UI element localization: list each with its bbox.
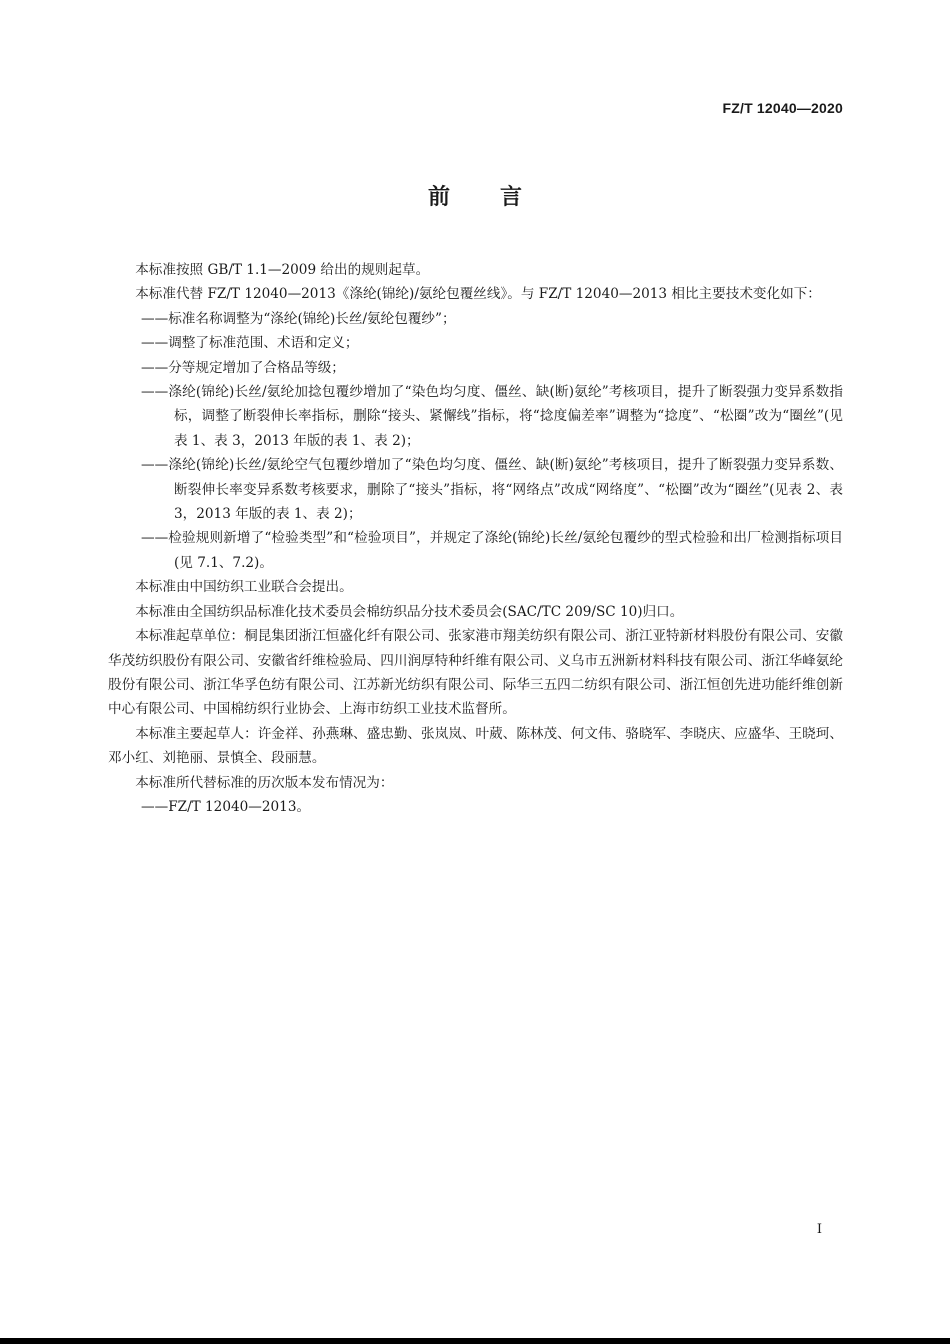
page-title: 前言 <box>427 185 572 210</box>
list-item: ——分等规定增加了合格品等级； <box>141 359 345 376</box>
paragraph-drafting-units: 本标准起草单位：桐昆集团浙江恒盛化纤有限公司、张家港市翔美纺织有限公司、浙江亚特新材料股份有限公司、安徽华茂纺织股份有限公司、安徽省纤维检验局、四川润厚特种纤维有限公司、义乌市五洲新材料科技有限公司、浙江华峰氨纶股份有限公司、浙江华孚色纺有限公司、江苏新光纺织有限公司、际华三五四二纺织有限公司、浙江恒创先进功能纤维创新中心有限公司、中国棉纺织行业协会、上海市纺织工业技术监督所。 <box>108 628 843 718</box>
paragraph-previous-editions: 本标准所代替标准的历次版本发布情况为： <box>135 774 394 791</box>
list-item: ——涤纶(锦纶)长丝/氨纶空气包覆纱增加了“染色均匀度、僵丝、缺(断)氨纶”考核项目，提升了断裂强力变异系数、断裂伸长率变异系数考核要求，删除了“接头”指标，将“网络点”改成“网络度”、“松圈”改为“圈丝”(见表 2、表 3，2013 年版的表 1、表 2)； <box>141 457 843 523</box>
paragraph-drafting-rules: 本标准按照 GB/T 1.1—2009 给出的规则起草。 <box>135 262 430 278</box>
page-number: I <box>816 1222 822 1237</box>
paragraph-under-jurisdiction: 本标准由全国纺织品标准化技术委员会棉纺织品分技术委员会(SAC/TC 209/SC 10)归口。 <box>135 603 684 620</box>
list-item: ——标准名称调整为“涤纶(锦纶)长丝/氨纶包覆纱”； <box>141 310 456 327</box>
list-item: ——涤纶(锦纶)长丝/氨纶加捻包覆纱增加了“染色均匀度、僵丝、缺(断)氨纶”考核项目，提升了断裂强力变异系数指标，调整了断裂伸长率指标，删除“接头、紧懈线”指标，将“捻度偏差率”调整为“捻度”、“松圈”改为“圈丝”(见表 1、表 3，2013 年版的表 1、表 2)； <box>141 384 843 449</box>
foreword-body <box>108 258 843 819</box>
paragraph-drafters: 本标准主要起草人：许金祥、孙燕琳、盛忠勤、张岚岚、叶葳、陈林茂、何文伟、骆晓军、李晓庆、应盛华、王晓珂、邓小红、刘艳丽、景慎全、段丽慧。 <box>108 725 843 767</box>
paragraph-proposed-by: 本标准由中国纺织工业联合会提出。 <box>135 579 353 596</box>
bottom-border-bar <box>0 1338 950 1344</box>
list-item: ——检验规则新增了“检验类型”和“检验项目”，并规定了涤纶(锦纶)长丝/氨纶包覆纱的型式检验和出厂检测指标项目(见 7.1、7.2)。 <box>141 530 843 571</box>
standard-code: FZ/T 12040—2020 <box>722 100 843 116</box>
paragraph-replaces: 本标准代替 FZ/T 12040—2013《涤纶(锦纶)/氨纶包覆丝线》。与 FZ/T 12040—2013 相比主要技术变化如下： <box>135 286 821 303</box>
list-item: ——调整了标准范围、术语和定义； <box>141 335 359 352</box>
list-item-previous-edition: ——FZ/T 12040—2013。 <box>141 798 311 815</box>
